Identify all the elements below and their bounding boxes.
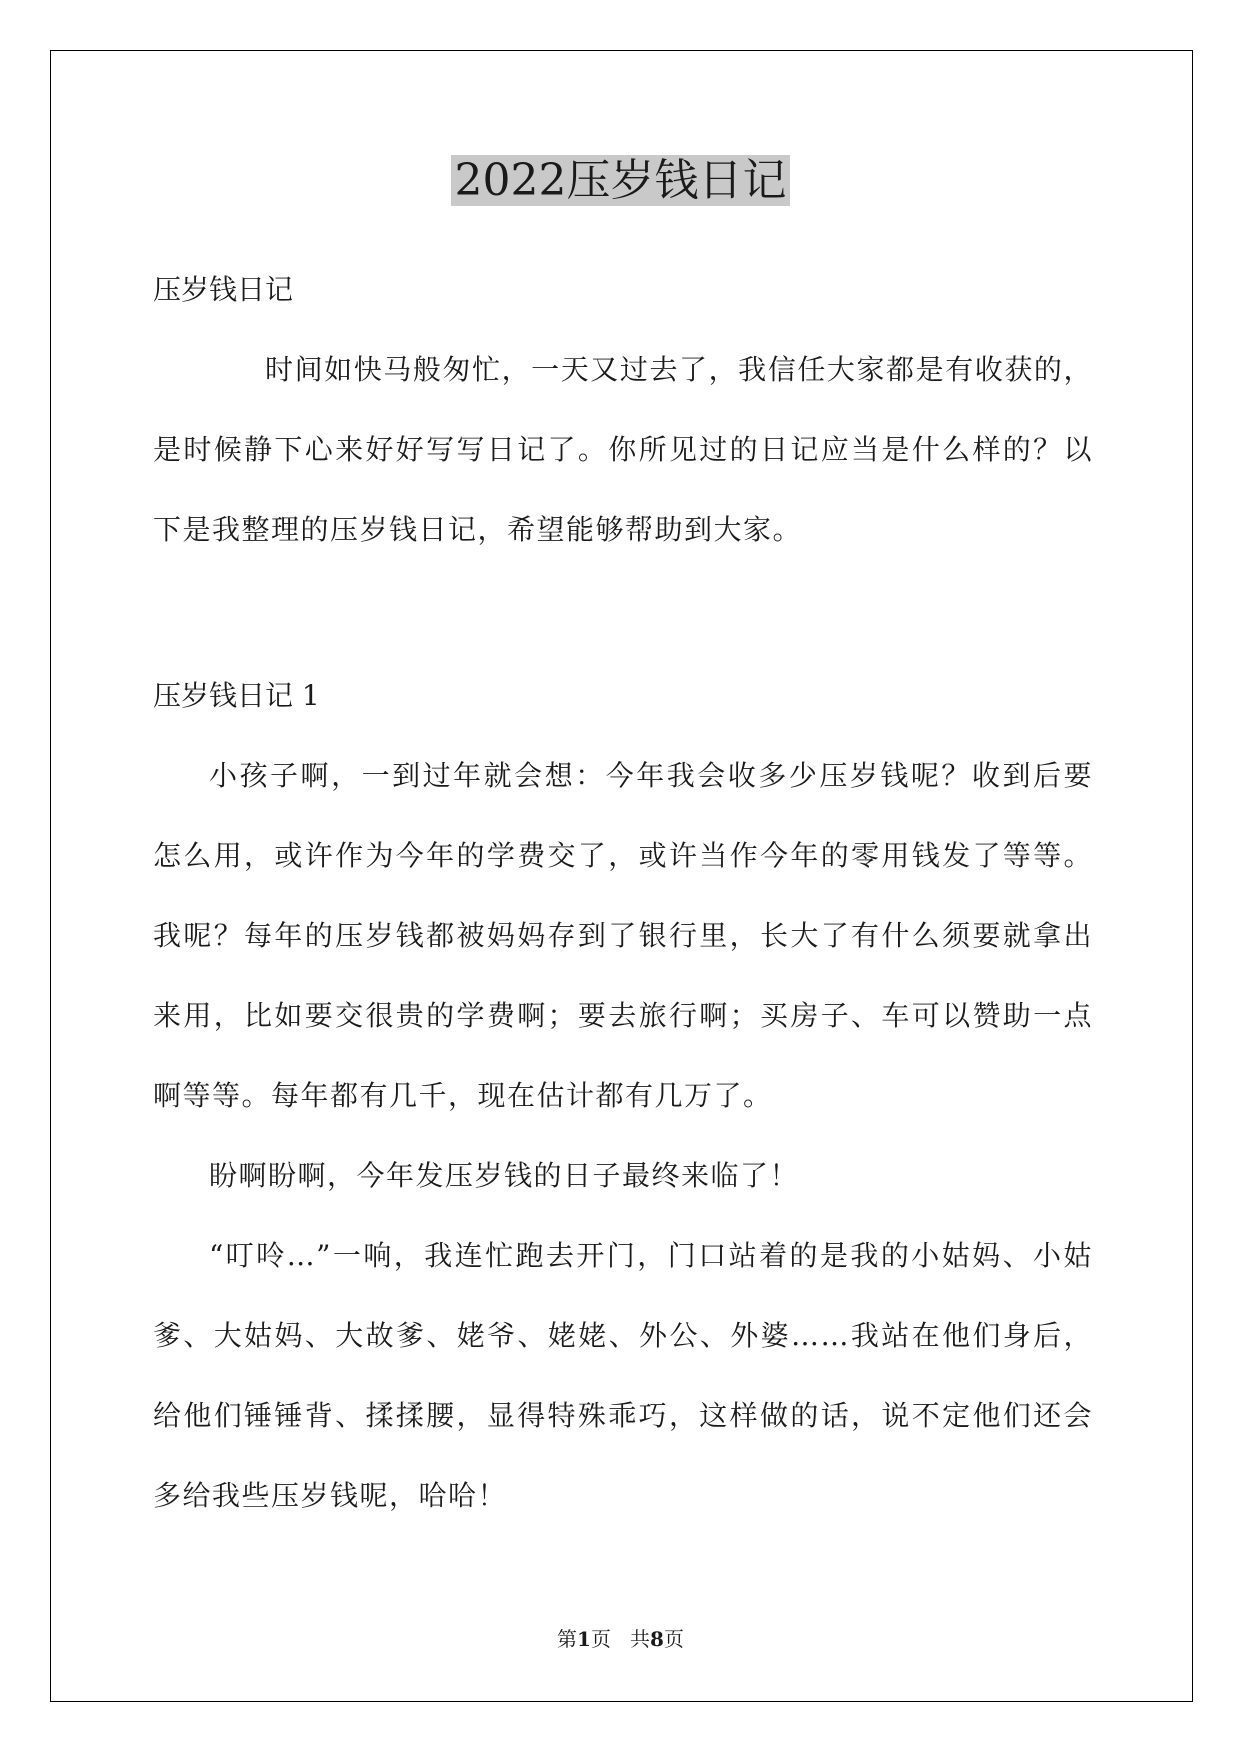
total-prefix: 共 bbox=[630, 1627, 651, 1651]
body-paragraph: “叮呤…”一响，我连忙跑去开门，门口站着的是我的小姑妈、小姑爹、大姑妈、大故爹、姥爷、姥姥、外公、外婆……我站在他们身后，给他们锤锤背、揉揉腰，显得特殊乖巧，这样做的话，说不定他们还会多给我些压岁钱呢，哈哈！ bbox=[153, 1239, 1093, 1512]
page-current: 1 bbox=[577, 1627, 591, 1651]
document-title-text: 2022压岁钱日记 bbox=[451, 155, 791, 206]
document-title bbox=[0, 150, 1241, 212]
entry-heading: 压岁钱日记 1 bbox=[153, 679, 320, 712]
page-footer bbox=[0, 1626, 1241, 1652]
intro-paragraph: 时间如快马般匆忙，一天又过去了，我信任大家都是有收获的，是时候静下心来好好写写日记了。你所见过的日记应当是什么样的？以下是我整理的压岁钱日记，希望能够帮助到大家。 bbox=[153, 353, 1093, 546]
page-prefix: 第 bbox=[557, 1627, 578, 1651]
spacer bbox=[153, 570, 1093, 656]
document-body bbox=[153, 250, 1093, 1536]
body-paragraph: 小孩子啊，一到过年就会想：今年我会收多少压岁钱呢？收到后要怎么用，或许作为今年的学费交了，或许当作今年的零用钱发了等等。我呢？每年的压岁钱都被妈妈存到了银行里，长大了有什么须要就拿出来用，比如要交很贵的学费啊；要去旅行啊；买房子、车可以赞助一点啊等等。每年都有几千，现在估计都有几万了。 bbox=[153, 759, 1093, 1112]
page-suffix: 页 bbox=[590, 1627, 611, 1651]
page-total: 8 bbox=[650, 1627, 664, 1651]
total-suffix: 页 bbox=[663, 1627, 684, 1651]
body-paragraph: 盼啊盼啊，今年发压岁钱的日子最终来临了！ bbox=[209, 1159, 800, 1192]
section-heading: 压岁钱日记 bbox=[153, 273, 294, 306]
